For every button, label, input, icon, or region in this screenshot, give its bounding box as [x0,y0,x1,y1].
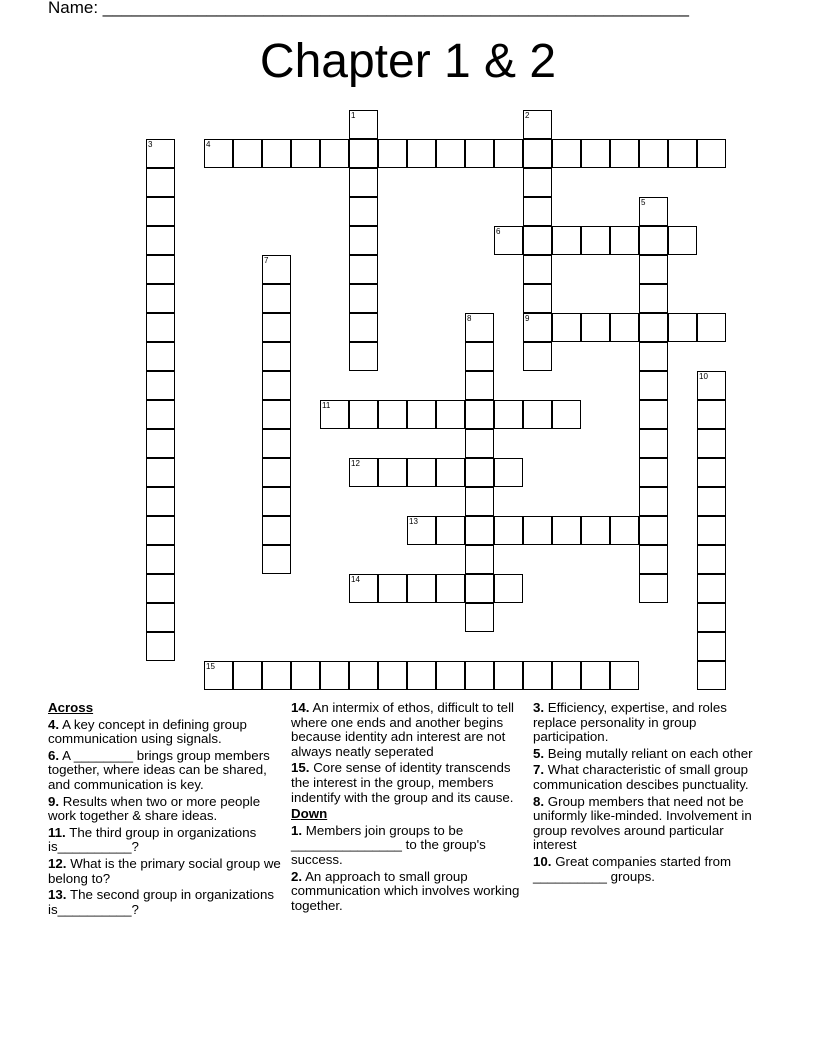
clue-column-2 [291,701,523,915]
clue-down-2: 2. An approach to small group communication which involves working together. [291,868,520,913]
clue-down-10: 10. Great companies started from __________ groups. [533,853,732,884]
crossword-cell[interactable] [436,139,465,168]
crossword-cell[interactable] [349,110,378,139]
crossword-cell[interactable] [639,284,668,313]
crossword-cell[interactable] [465,661,494,690]
clue-across-6: 6. A ________ brings group members together, where ideas can be shared, and communication is key. [48,747,270,792]
crossword-cell[interactable] [146,371,175,400]
crossword-cell[interactable] [552,516,581,545]
cell-number: 7 [264,256,269,265]
crossword-cell[interactable] [465,313,494,342]
crossword-cell[interactable] [291,661,320,690]
clue-across-4: 4. A key concept in defining group communication using signals. [48,716,247,747]
crossword-cell[interactable] [523,400,552,429]
clue-across-14: 14. An intermix of ethos, difficult to tell where one ends and another begins because identity adn interest are not always neatly seperated [291,700,514,759]
crossword-cell[interactable] [146,400,175,429]
crossword-cell[interactable] [581,661,610,690]
crossword-cell[interactable] [494,661,523,690]
clue-across-11: 11. The third group in organizations is__________? [48,824,257,855]
crossword-cell[interactable] [581,226,610,255]
crossword-cell[interactable] [494,458,523,487]
crossword-cell[interactable] [262,313,291,342]
crossword-cell[interactable] [146,313,175,342]
crossword-cell[interactable] [697,632,726,661]
cell-number: 4 [206,140,211,149]
crossword-cell[interactable] [146,342,175,371]
crossword-cell[interactable] [204,139,233,168]
crossword-cell[interactable] [349,168,378,197]
crossword-cell[interactable] [552,661,581,690]
crossword-cell[interactable] [523,313,552,342]
crossword-cell[interactable] [610,661,639,690]
crossword-cell[interactable] [552,139,581,168]
crossword-cell[interactable] [146,284,175,313]
crossword-cell[interactable] [494,226,523,255]
crossword-cell[interactable] [465,371,494,400]
crossword-cell[interactable] [146,574,175,603]
crossword-cell[interactable] [320,139,349,168]
crossword-cell[interactable] [349,400,378,429]
crossword-cell[interactable] [523,110,552,139]
crossword-cell[interactable] [610,516,639,545]
clue-down-8: 8. Group members that need not be uniformly like-minded. Involvement in group revolves around particular interest [533,793,752,853]
crossword-cell[interactable] [320,400,349,429]
crossword-cell[interactable] [349,574,378,603]
crossword-cell[interactable] [233,139,262,168]
crossword-cell[interactable] [378,661,407,690]
cell-number: 3 [148,140,153,149]
crossword-cell[interactable] [146,226,175,255]
crossword-cell[interactable] [349,226,378,255]
crossword-cell[interactable] [639,516,668,545]
crossword-cell[interactable] [639,226,668,255]
crossword-cell[interactable] [523,197,552,226]
crossword-cell[interactable] [262,284,291,313]
cell-number: 14 [351,575,360,584]
crossword-cell[interactable] [668,139,697,168]
crossword-cell[interactable] [697,313,726,342]
down-heading: Down [291,806,328,822]
crossword-cell[interactable] [465,139,494,168]
crossword-cell[interactable] [262,545,291,574]
crossword-cell[interactable] [146,139,175,168]
crossword-cell[interactable] [465,487,494,516]
crossword-cell[interactable] [262,400,291,429]
crossword-cell[interactable] [523,226,552,255]
crossword-cell[interactable] [262,139,291,168]
crossword-cell[interactable] [581,516,610,545]
crossword-cell[interactable] [262,458,291,487]
crossword-cell[interactable] [668,313,697,342]
crossword-cell[interactable] [146,255,175,284]
crossword-cell[interactable] [262,487,291,516]
crossword-cell[interactable] [407,574,436,603]
crossword-cell[interactable] [581,139,610,168]
crossword-cell[interactable] [639,313,668,342]
crossword-cell[interactable] [146,487,175,516]
name-field-label: Name: ______________________________________________________________ [48,0,689,17]
crossword-cell[interactable] [465,400,494,429]
crossword-cell[interactable] [349,197,378,226]
cell-number: 8 [467,314,472,323]
crossword-cell[interactable] [697,661,726,690]
crossword-cell[interactable] [494,139,523,168]
clue-down-1: 1. Members join groups to be _______________ to the group's success. [291,822,486,867]
crossword-cell[interactable] [465,429,494,458]
crossword-cell[interactable] [407,516,436,545]
crossword-cell[interactable] [639,371,668,400]
crossword-cell[interactable] [494,574,523,603]
across-heading: Across [48,700,94,715]
crossword-cell[interactable] [639,255,668,284]
cell-number: 5 [641,198,646,207]
clue-across-15: 15. Core sense of identity transcends the interest in the group, members indentify with the group and its cause. [291,760,514,805]
crossword-cell[interactable] [262,516,291,545]
cell-number: 13 [409,517,418,526]
crossword-cell[interactable] [639,139,668,168]
crossword-cell[interactable] [146,603,175,632]
crossword-cell[interactable] [639,487,668,516]
crossword-cell[interactable] [465,574,494,603]
crossword-cell[interactable] [146,197,175,226]
crossword-cell[interactable] [378,574,407,603]
crossword-cell[interactable] [523,342,552,371]
crossword-cell[interactable] [407,458,436,487]
crossword-cell[interactable] [262,342,291,371]
crossword-cell[interactable] [262,255,291,284]
crossword-cell[interactable] [639,574,668,603]
crossword-cell[interactable] [349,313,378,342]
cell-number: 12 [351,459,360,468]
crossword-cell[interactable] [552,313,581,342]
crossword-cell[interactable] [146,516,175,545]
crossword-cell[interactable] [349,342,378,371]
crossword-cell[interactable] [523,255,552,284]
clue-across-9: 9. Results when two or more people work together & share ideas. [48,793,261,824]
clue-column-3 [533,701,765,886]
crossword-cell[interactable] [581,313,610,342]
crossword-cell[interactable] [465,342,494,371]
crossword-cell[interactable] [639,400,668,429]
crossword-cell[interactable] [494,400,523,429]
crossword-cell[interactable] [465,603,494,632]
crossword-cell[interactable] [697,458,726,487]
crossword-cell[interactable] [610,226,639,255]
crossword-cell[interactable] [552,226,581,255]
crossword-cell[interactable] [639,545,668,574]
crossword-cell[interactable] [436,400,465,429]
crossword-cell[interactable] [639,429,668,458]
crossword-cell[interactable] [523,284,552,313]
crossword-cell[interactable] [436,516,465,545]
crossword-cell[interactable] [378,139,407,168]
crossword-cell[interactable] [639,458,668,487]
crossword-cell[interactable] [320,661,349,690]
crossword-cell[interactable] [523,516,552,545]
crossword-cell[interactable] [349,139,378,168]
clue-across-12: 12. What is the primary social group we belong to? [48,855,281,886]
crossword-cell[interactable] [697,545,726,574]
crossword-cell[interactable] [639,197,668,226]
crossword-cell[interactable] [610,139,639,168]
crossword-cell[interactable] [436,661,465,690]
crossword-cell[interactable] [494,516,523,545]
crossword-cell[interactable] [349,284,378,313]
crossword-cell[interactable] [523,168,552,197]
crossword-cell[interactable] [610,313,639,342]
clue-down-5: 5. Being mutally reliant on each other [533,745,753,761]
crossword-cell[interactable] [233,661,262,690]
crossword-cell[interactable] [697,139,726,168]
crossword-cell[interactable] [146,168,175,197]
crossword-cell[interactable] [146,632,175,661]
crossword-cell[interactable] [146,458,175,487]
crossword-cell[interactable] [146,545,175,574]
clue-across-13: 13. The second group in organizations is__________? [48,887,274,917]
crossword-cell[interactable] [291,139,320,168]
crossword-cell[interactable] [697,429,726,458]
crossword-cell[interactable] [523,661,552,690]
crossword-cell[interactable] [407,661,436,690]
cell-number: 11 [322,401,331,410]
cell-number: 2 [525,111,530,120]
crossword-cell[interactable] [378,400,407,429]
crossword-cell[interactable] [436,458,465,487]
cell-number: 10 [699,372,708,381]
crossword-cell[interactable] [349,458,378,487]
crossword-cell[interactable] [523,139,552,168]
crossword-cell[interactable] [465,516,494,545]
crossword-cell[interactable] [349,255,378,284]
crossword-cell[interactable] [349,661,378,690]
crossword-cell[interactable] [697,603,726,632]
page-title: Chapter 1 & 2 [259,35,557,88]
crossword-cell[interactable] [697,574,726,603]
crossword-cell[interactable] [697,487,726,516]
clue-down-7: 7. What characteristic of small group communication descibes punctuality. [533,762,749,792]
cell-number: 6 [496,227,501,236]
clue-down-3: 3. Efficiency, expertise, and roles replace personality in group participation. [533,700,727,745]
crossword-cell[interactable] [378,458,407,487]
crossword-cell[interactable] [407,139,436,168]
crossword-cell[interactable] [668,226,697,255]
crossword-cell[interactable] [639,342,668,371]
cell-number: 9 [525,314,530,323]
crossword-cell[interactable] [552,400,581,429]
crossword-cell[interactable] [262,429,291,458]
crossword-cell[interactable] [407,400,436,429]
crossword-cell[interactable] [146,429,175,458]
cell-number: 15 [206,662,215,671]
crossword-cell[interactable] [262,371,291,400]
crossword-cell[interactable] [262,661,291,690]
crossword-cell[interactable] [697,371,726,400]
crossword-cell[interactable] [697,516,726,545]
crossword-cell[interactable] [697,400,726,429]
crossword-cell[interactable] [204,661,233,690]
crossword-cell[interactable] [465,458,494,487]
clue-column-1 [48,701,284,919]
crossword-cell[interactable] [436,574,465,603]
crossword-cell[interactable] [465,545,494,574]
cell-number: 1 [351,111,356,120]
